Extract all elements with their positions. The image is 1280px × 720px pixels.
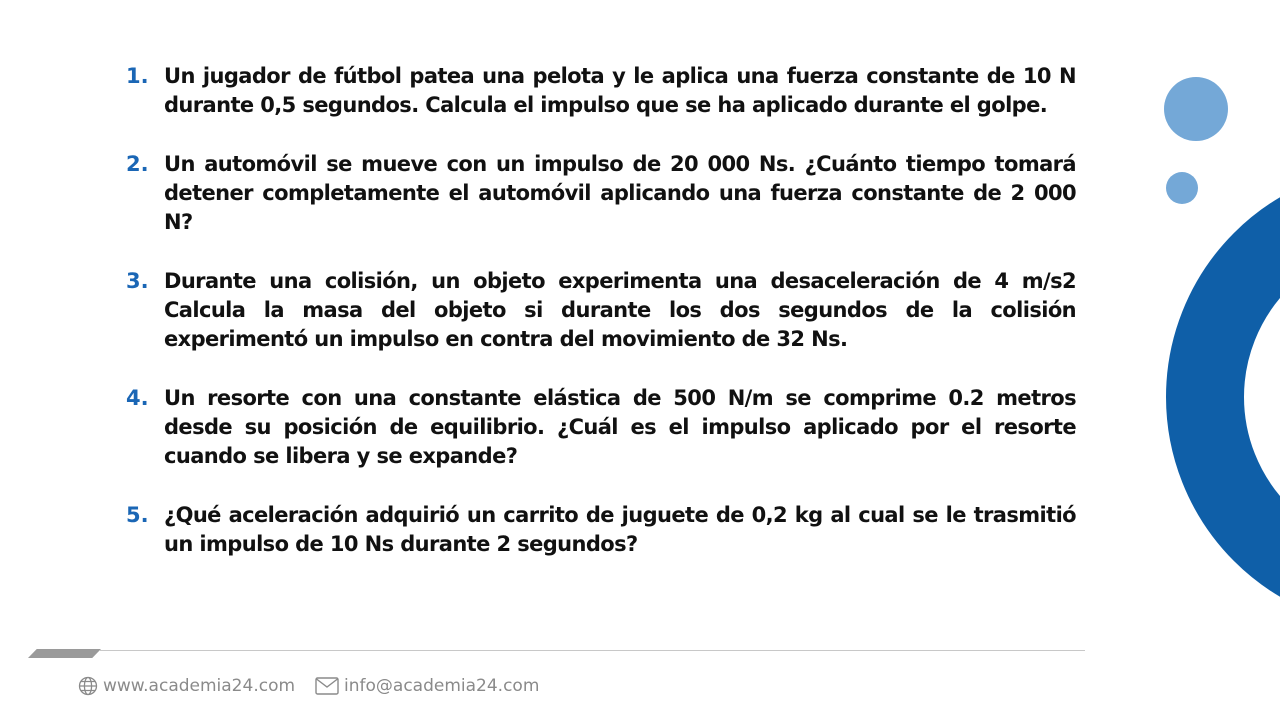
question-text: ¿Qué aceleración adquirió un carrito de juguete de 0,2 kg al cual se le trasmitió un impulso de 10 Ns durante 2 segundos?	[164, 503, 1083, 556]
question-text: Durante una colisión, un objeto experimenta una desaceleración de 4 m/s2 Calcula la masa del objeto si durante los dos segundos de la colisión experimentó un impulso en contra del movimiento de 32 Ns.	[164, 269, 1090, 351]
question-number: 1.	[126, 64, 149, 88]
footer-accent-tab	[28, 649, 101, 658]
globe-icon	[78, 676, 98, 696]
email-link[interactable]	[315, 676, 539, 696]
envelope-icon	[315, 677, 339, 695]
footer-divider	[100, 650, 1085, 651]
question-number: 4.	[126, 386, 149, 410]
question-number: 3.	[126, 269, 149, 293]
decorative-ring	[1166, 165, 1280, 629]
email-text: info@academia24.com	[344, 676, 540, 696]
question-item	[126, 501, 1083, 559]
decorative-dot-small	[1166, 172, 1198, 204]
footer-contact	[78, 675, 539, 697]
question-item	[126, 62, 1083, 120]
question-text: Un automóvil se mueve con un impulso de 20 000 Ns. ¿Cuánto tiempo tomará detener completamente el automóvil aplicando una fuerza constante de 2 000 N?	[164, 152, 1083, 234]
decorative-dot-large	[1164, 77, 1228, 141]
question-item	[126, 267, 1090, 354]
question-number: 2.	[126, 152, 149, 176]
question-item	[126, 150, 1083, 237]
question-text: Un resorte con una constante elástica de 500 N/m se comprime 0.2 metros desde su posición de equilibrio. ¿Cuál es el impulso aplicado por el resorte cuando se libera y se expande?	[164, 386, 1083, 468]
question-list	[126, 62, 1090, 589]
website-link[interactable]	[78, 676, 295, 696]
question-number: 5.	[126, 503, 149, 527]
question-item	[126, 384, 1083, 471]
question-text: Un jugador de fútbol patea una pelota y le aplica una fuerza constante de 10 N durante 0,5 segundos. Calcula el impulso que se ha aplicado durante el golpe.	[164, 64, 1083, 117]
website-text: www.academia24.com	[103, 676, 296, 696]
